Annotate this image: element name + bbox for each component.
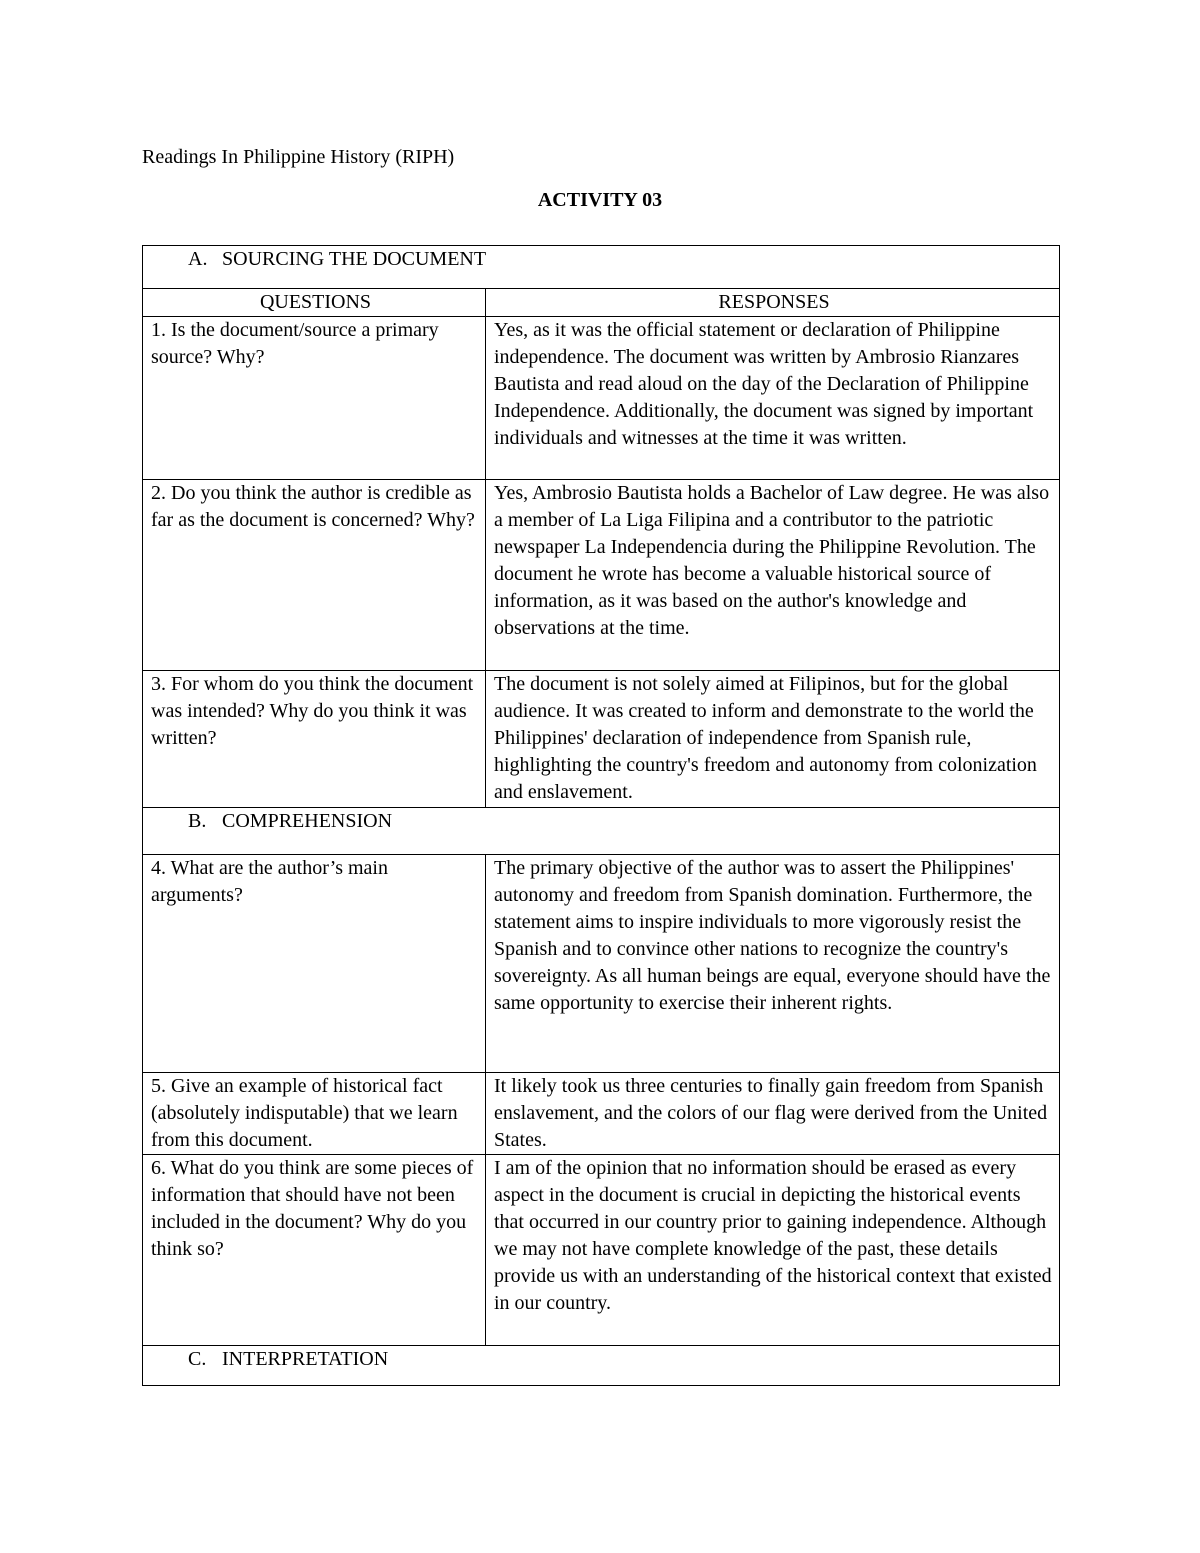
responses-header: RESPONSES — [486, 289, 1060, 317]
section-title: COMPREHENSION — [222, 810, 393, 832]
response-cell: The document is not solely aimed at Filipinos, but for the global audience. It was created to inform and demonstrate to the world the Philippines' declaration of independence from Spanish rule, highlighting the country's freedom and autonomy from colonization and enslavement. — [486, 671, 1060, 808]
section-header-row — [143, 1346, 1060, 1386]
response-cell: The primary objective of the author was to assert the Philippines' autonomy and freedom from Spanish domination. Furthermore, the statement aims to inspire individuals to more vigorously resist the Spanish and to convince other nations to recognize the country's sovereignty. As all human beings are equal, everyone should have the same opportunity to exercise their inherent rights. — [486, 855, 1060, 1073]
section-letter: B. — [188, 810, 207, 832]
activity-title: ACTIVITY 03 — [537, 189, 663, 211]
section-b-heading — [143, 808, 1060, 855]
table-row — [143, 1073, 1060, 1155]
table-row — [143, 1155, 1060, 1346]
questions-header: QUESTIONS — [143, 289, 486, 317]
table-row — [143, 317, 1060, 480]
question-cell: 1. Is the document/source a primary source? Why? — [143, 317, 486, 480]
activity-table — [142, 245, 1060, 1386]
response-cell: I am of the opinion that no information should be erased as every aspect in the document is crucial in depicting the historical events that occurred in our country prior to gaining independence. Although we may not have complete knowledge of the past, these details provide us with an understanding of the historical context that existed in our country. — [486, 1155, 1060, 1346]
question-cell: 5. Give an example of historical fact (absolutely indisputable) that we learn from this document. — [143, 1073, 486, 1155]
course-title: Readings In Philippine History (RIPH) — [142, 146, 455, 168]
question-cell: 6. What do you think are some pieces of information that should have not been included in the document? Why do you think so? — [143, 1155, 486, 1346]
response-cell: Yes, as it was the official statement or declaration of Philippine independence. The document was written by Ambrosio Rianzares Bautista and read aloud on the day of the Declaration of Philippine Independence. Additionally, the document was signed by important individuals and witnesses at the time it was written. — [486, 317, 1060, 480]
section-a-heading — [143, 246, 1060, 289]
section-header-row — [143, 246, 1060, 289]
column-header-row — [143, 289, 1060, 317]
section-c-heading — [143, 1346, 1060, 1386]
section-letter: C. — [188, 1348, 207, 1370]
response-cell: Yes, Ambrosio Bautista holds a Bachelor of Law degree. He was also a member of La Liga Filipina and a contributor to the patriotic newspaper La Independencia during the Philippine Revolution. The document he wrote has become a valuable historical source of information, as it was based on the author's knowledge and observations at the time. — [486, 480, 1060, 671]
question-cell: 3. For whom do you think the document was intended? Why do you think it was written? — [143, 671, 486, 808]
table-row — [143, 480, 1060, 671]
section-header-row — [143, 808, 1060, 855]
section-title: SOURCING THE DOCUMENT — [222, 248, 487, 270]
table-row — [143, 855, 1060, 1073]
table-row — [143, 671, 1060, 808]
response-cell: It likely took us three centuries to finally gain freedom from Spanish enslavement, and the colors of our flag were derived from the United States. — [486, 1073, 1060, 1155]
section-title: INTERPRETATION — [222, 1348, 389, 1370]
question-cell: 2. Do you think the author is credible as far as the document is concerned? Why? — [143, 480, 486, 671]
question-cell: 4. What are the author’s main arguments? — [143, 855, 486, 1073]
section-letter: A. — [188, 248, 208, 270]
